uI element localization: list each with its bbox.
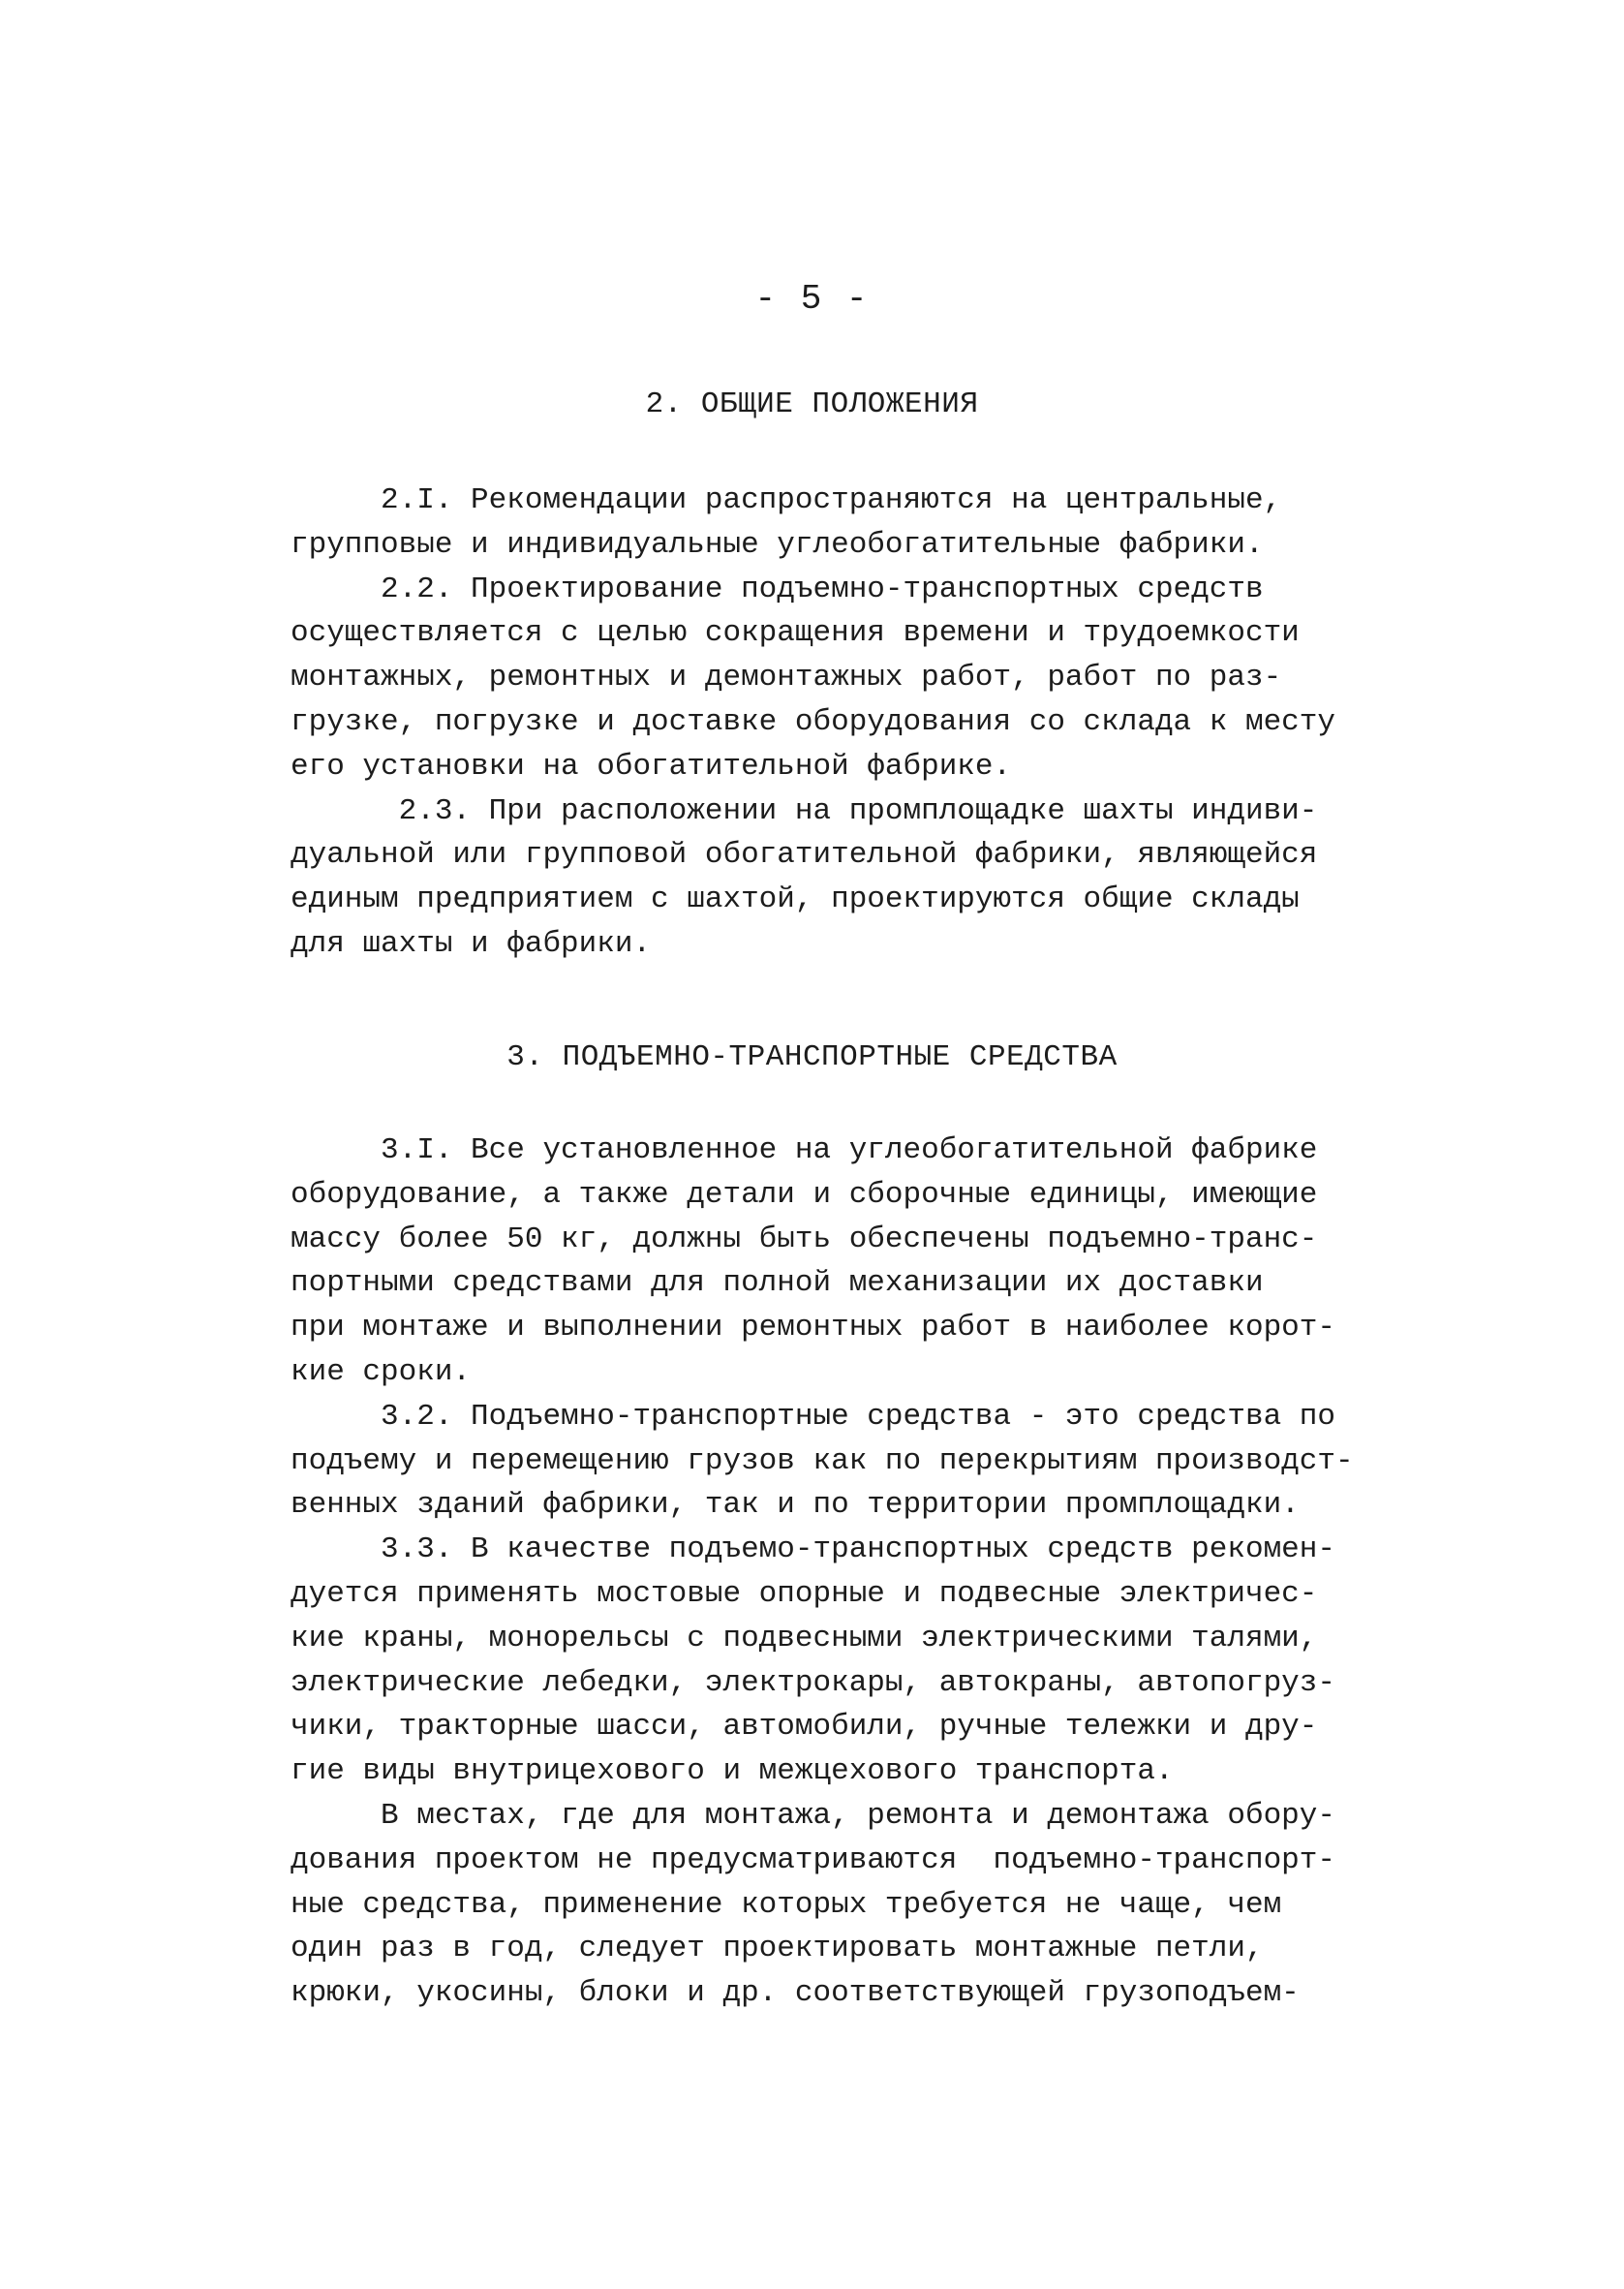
text-line: оборудование, а также детали и сборочные единицы, имеющие: [291, 1177, 1318, 1212]
text-line: 3.I. Все установленное на углеобогатительной фабрике: [291, 1133, 1318, 1167]
text-line: групповые и индивидуальные углеобогатительные фабрики.: [291, 527, 1264, 562]
text-line: кие сроки.: [291, 1354, 472, 1389]
text-line: крюки, укосины, блоки и др. соответствующей грузоподъем-: [291, 1976, 1300, 2011]
section-title-lifting-transport: 3. ПОДЪЕМНО-ТРАНСПОРТНЫЕ СРЕДСТВА: [506, 1040, 1118, 1074]
section-body-general: [291, 479, 1356, 967]
section-body-lifting-transport: [291, 1129, 1356, 2016]
text-line: для шахты и фабрики.: [291, 926, 652, 961]
text-line: единым предприятием с шахтой, проектируются общие склады: [291, 882, 1300, 917]
text-line: дуальной или групповой обогатительной фабрики, являющейся: [291, 838, 1318, 873]
text-line: при монтаже и выполнении ремонтных работ в наиболее корот-: [291, 1311, 1335, 1346]
text-line: массу более 50 кг, должны быть обеспечены подъемно-транс-: [291, 1222, 1318, 1256]
text-line: 2.I. Рекомендации распространяются на центральные,: [291, 483, 1282, 517]
text-line: дуется применять мостовые опорные и подвесные электричес-: [291, 1576, 1318, 1611]
text-line: 2.2. Проектирование подъемно-транспортных средств: [291, 572, 1264, 606]
text-line: чики, тракторные шасси, автомобили, ручные тележки и дру-: [291, 1710, 1318, 1745]
page-number: - 5 -: [754, 279, 870, 319]
text-line: 2.3. При расположении на промплощадке шахты индиви-: [291, 793, 1318, 828]
text-line: подъему и перемещению грузов как по перекрытиям производст-: [291, 1443, 1354, 1478]
text-line: портными средствами для полной механизации их доставки: [291, 1266, 1264, 1301]
text-line: монтажных, ремонтных и демонтажных работ, работ по раз-: [291, 661, 1282, 696]
text-line: дования проектом не предусматриваются подъемно-транспорт-: [291, 1842, 1335, 1877]
text-line: 3.2. Подъемно-транспортные средства - это средства по: [291, 1399, 1335, 1434]
text-line: грузке, погрузке и доставке оборудования со склада к месту: [291, 704, 1335, 739]
text-line: кие краны, монорельсы с подвесными электрическими талями,: [291, 1621, 1318, 1655]
text-line: один раз в год, следует проектировать монтажные петли,: [291, 1932, 1264, 1966]
section-title-general: 2. ОБЩИЕ ПОЛОЖЕНИЯ: [645, 387, 979, 421]
text-line: электрические лебедки, электрокары, автокраны, автопогруз-: [291, 1665, 1335, 1700]
text-line: гие виды внутрицехового и межцехового транспорта.: [291, 1754, 1174, 1789]
text-line: осуществляется с целью сокращения времени и трудоемкости: [291, 616, 1300, 651]
text-line: В местах, где для монтажа, ремонта и демонтажа обору-: [291, 1798, 1335, 1833]
text-line: 3.3. В качестве подъемо-транспортных средств рекомен-: [291, 1532, 1335, 1567]
text-line: ные средства, применение которых требуется не чаще, чем: [291, 1887, 1282, 1922]
text-line: венных зданий фабрики, так и по территории промплощадки.: [291, 1488, 1300, 1523]
text-line: его установки на обогатительной фабрике.: [291, 749, 1012, 784]
